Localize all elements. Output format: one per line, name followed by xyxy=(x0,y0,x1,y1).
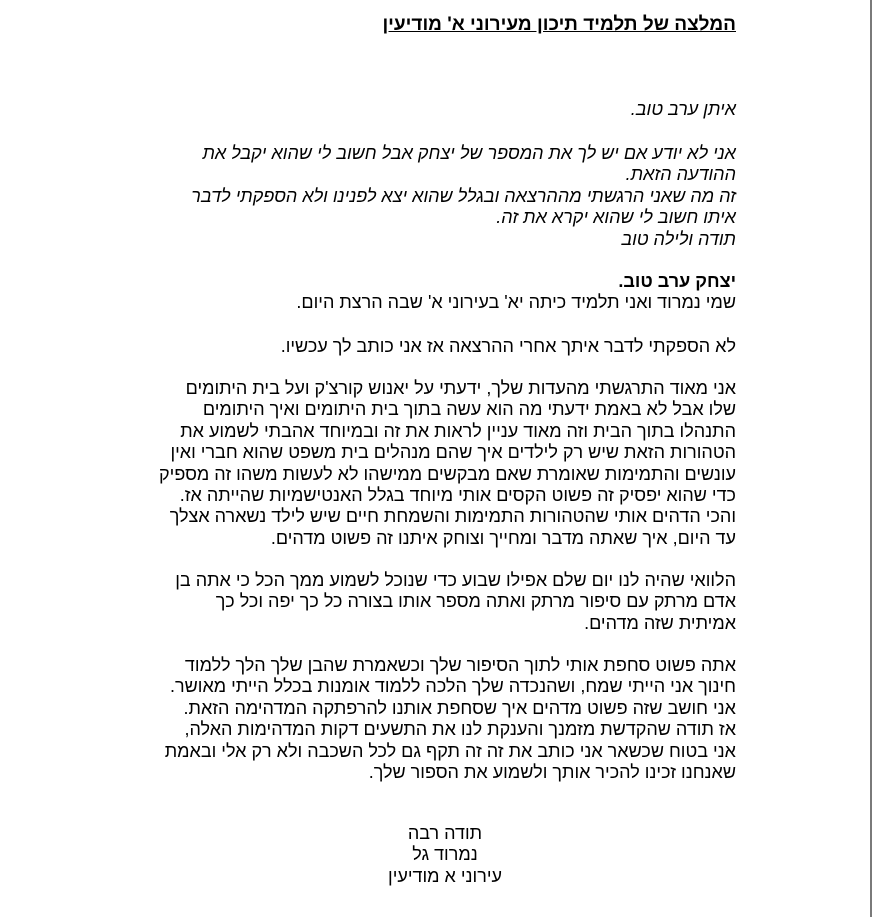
greeting-eitan: איתן ערב טוב. xyxy=(630,99,736,119)
text-line: עד היום, איך שאתה מדבר ומחייך וצוחק איתנו זה פשוט מדהים. xyxy=(270,527,736,548)
text-line: תודה ולילה טוב xyxy=(621,228,736,249)
note-to-eitan xyxy=(126,143,736,250)
paragraph-3 xyxy=(126,655,736,783)
text-line: אני מאוד התרגשתי מהעדות שלך, ידעתי על יאנוש קורצ'ק ועל בית היתומים xyxy=(185,378,736,398)
yitzhak-intro xyxy=(126,271,736,314)
text-line: הטהורות הזאת שיש רק לילדים איך שהם מנהלים בית משפט שהוא חברי ואין xyxy=(170,442,736,463)
text-line: אז תודה שהקדשת מזמנך והענקת לנו את התשעים דקות המדהימות האלה, xyxy=(184,719,736,740)
text-line: עונשים והתמימות שאומרת שאם מבקשים ממישהו לא לעשות משהו זה מספיק xyxy=(159,463,736,484)
text-line: חינוך אני הייתי שמח, ושהנכדה שלך הלכה ללמוד אומנות בכלל הייתי מאושר. xyxy=(170,676,736,697)
text-line: אני בטוח שכשאר אני כותב את זה זה תקף גם לכל השכבה ולא רק אלי ובאמת xyxy=(164,740,736,761)
signature-line: תודה רבה xyxy=(407,823,483,843)
page-title: המלצה של תלמיד תיכון מעירוני א' מודיעין xyxy=(382,14,736,35)
intro-line: שמי נמרוד ואני תלמיד כיתה יא' בעירוני א' שבה הרצת היום. xyxy=(296,292,736,313)
text-line: והכי הדהים אותי שהטהורות התמימות והשמחת חיים שיש לילד נשארה אצלך xyxy=(169,506,736,527)
page-border xyxy=(870,0,872,917)
text-line: אמיתית שזה מדהים. xyxy=(584,612,736,633)
signature-block xyxy=(300,823,590,887)
greeting-yitzhak: יצחק ערב טוב. xyxy=(618,271,736,291)
text-line: שאנחנו זכינו להכיר אותך ולשמוע את הספור שלך. xyxy=(368,762,736,783)
text-line: אדם מרתק עם סיפור מרתק ואתה מספר אותו בצורה כל כך יפה וכל כך xyxy=(215,591,736,612)
text-line: אני חושב שזה פשוט מדהים איך שסחפת אותנו להרפתקה המדהימה הזאת. xyxy=(183,697,736,718)
text-line: אתה פשוט סחפת אותי לתוך הסיפור שלך וכשאמרת שהבן שלך הלך ללמוד xyxy=(184,655,736,675)
missed-line: לא הספקתי לדבר איתך אחרי ההרצאה אז אני כותב לך עכשיו. xyxy=(280,336,736,356)
text-line: שלו אבל לא באמת ידעתי מה הוא עשה בתוך בית היתומים ואיך היתומים xyxy=(202,399,736,420)
text-line: הלוואי שהיה לנו יום שלם אפילו שבוע כדי שנוכל לשמוע ממך הכל כי אתה בן xyxy=(175,570,736,590)
text-line: אני לא יודע אם יש לך את המספר של יצחק אבל חשוב לי שהוא יקבל את xyxy=(202,143,736,163)
text-line: ההודעה הזאת. xyxy=(625,164,736,185)
text-line: זה מה שאני הרגשתי מההרצאה ובגלל שהוא יצא לפנינו ולא הספקתי לדבר xyxy=(191,185,736,206)
paragraph-1 xyxy=(126,378,736,549)
signature-line: נמרוד גל xyxy=(412,844,478,865)
text-line: כדי שהוא יפסיק זה פשוט הקסים אותי מיוחד בגלל האנטישמיות שהייתה אז. xyxy=(179,485,736,506)
paragraph-2 xyxy=(126,570,736,634)
text-line: התנהלו בתוך הבית וזה מאוד עניין לראות את זה ובמיוחד אהבתי לשמוע את xyxy=(180,420,736,441)
signature-line: עירוני א מודיעין xyxy=(388,865,502,886)
text-line: איתו חשוב לי שהוא יקרא את זה. xyxy=(496,207,736,228)
